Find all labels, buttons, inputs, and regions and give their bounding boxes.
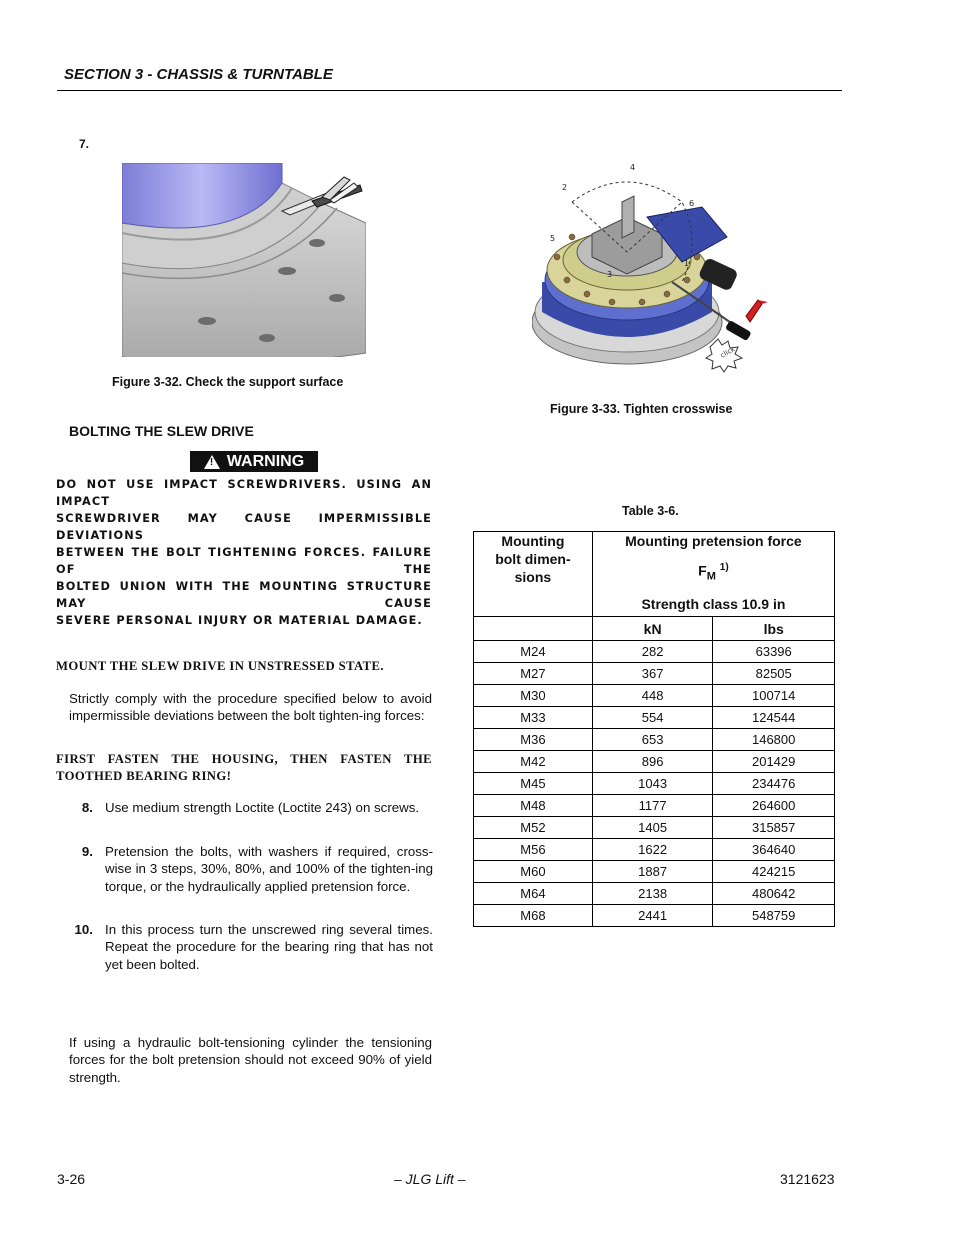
force-kn-cell: 1405 (592, 817, 713, 839)
warning-label: WARNING (226, 452, 305, 470)
force-kn-cell: 448 (592, 685, 713, 707)
force-kn-cell: 896 (592, 751, 713, 773)
table-row (474, 707, 835, 729)
force-kn-cell: 1177 (592, 795, 713, 817)
step-number: 9. (81, 844, 93, 859)
page-number: 3-26 (57, 1171, 86, 1187)
unit-cell-empty (474, 617, 593, 641)
warning-badge (190, 451, 318, 472)
force-kn-cell: 2441 (592, 905, 713, 927)
section-title: SECTION 3 - CHASSIS & TURNTABLE (64, 66, 333, 83)
table-row (474, 729, 835, 751)
force-lbs-cell: 201429 (713, 751, 835, 773)
force-kn-cell: 2138 (592, 883, 713, 905)
table-row (474, 751, 835, 773)
document-number: 3121623 (780, 1171, 835, 1187)
warning-line: BETWEEN THE BOLT TIGHTENING FORCES. FAILURE OF THE (56, 546, 432, 576)
figure-3-33-image (532, 162, 776, 384)
bolt-size-cell: M68 (474, 905, 593, 927)
bolt-size-cell: M36 (474, 729, 593, 751)
table-row (474, 817, 835, 839)
note-fasten-order: FIRST FASTEN THE HOUSING, THEN FASTEN THE TOOTHED BEARING RING! (56, 752, 432, 783)
crosswise-label-4: 4 (630, 163, 636, 172)
warning-triangle-icon: ! (204, 455, 220, 469)
force-lbs-cell: 548759 (713, 905, 835, 927)
force-lbs-cell: 424215 (713, 861, 835, 883)
col-header-line1: Mounting pretension force (625, 533, 802, 549)
list-item (57, 843, 433, 895)
force-kn-cell: 367 (592, 663, 713, 685)
force-lbs-cell: 480642 (713, 883, 835, 905)
force-lbs-cell: 315857 (713, 817, 835, 839)
table-row (474, 905, 835, 927)
hydraulic-tensioning-note: If using a hydraulic bolt-tensioning cylinder the tensioning forces for the bolt pretension should not exceed 90% of yield strength. (69, 1035, 432, 1085)
force-kn-cell: 554 (592, 707, 713, 729)
table-row (474, 883, 835, 905)
col-header-strength-class: Strength class 10.9 in (641, 596, 786, 613)
list-item (57, 921, 433, 973)
col-header-pretension-force (592, 532, 834, 617)
crosswise-label-5: 5 (550, 234, 556, 243)
force-kn-cell: 1887 (592, 861, 713, 883)
force-lbs-cell: 82505 (713, 663, 835, 685)
force-lbs-cell: 364640 (713, 839, 835, 861)
col-header-fm: $F_M$ $^{1)}$ (698, 562, 729, 583)
crosswise-label-1: 1 (684, 259, 690, 268)
footer-brand: – JLG Lift – (394, 1171, 466, 1187)
force-lbs-cell: 234476 (713, 773, 835, 795)
table-row (474, 839, 835, 861)
table-title: Table 3-6. (622, 504, 679, 518)
warning-line: SEVERE PERSONAL INJURY OR MATERIAL DAMAGE. (56, 614, 423, 627)
figure-3-32-caption: Figure 3-32. Check the support surface (112, 375, 344, 389)
bolt-size-cell: M56 (474, 839, 593, 861)
warning-line: SCREWDRIVER MAY CAUSE IMPERMISSIBLE DEVIATIONS (56, 512, 432, 542)
bolt-size-cell: M60 (474, 861, 593, 883)
force-lbs-cell: 264600 (713, 795, 835, 817)
click-label: click (719, 344, 737, 360)
crosswise-label-2: 2 (562, 183, 568, 192)
table-row (474, 641, 835, 663)
force-lbs-cell: 63396 (713, 641, 835, 663)
force-kn-cell: 1043 (592, 773, 713, 795)
warning-text (56, 476, 432, 629)
force-lbs-cell: 124544 (713, 707, 835, 729)
unit-cell-kn: kN (592, 617, 713, 641)
step-text: Use medium strength Loctite (Loctite 243) on screws. (105, 800, 420, 815)
table-row (474, 861, 835, 883)
step-text: Pretension the bolts, with washers if required, cross-wise in 3 steps, 30%, 80%, and 100% of the tighten-ing torque, or the hydraulically applied pretension force. (105, 844, 433, 894)
warning-line: BOLTED UNION WITH THE MOUNTING STRUCTURE MAY CAUSE (56, 580, 432, 610)
table-row (474, 795, 835, 817)
bolt-size-cell: M27 (474, 663, 593, 685)
bolt-size-cell: M42 (474, 751, 593, 773)
figure-3-33-caption: Figure 3-33. Tighten crosswise (550, 402, 733, 416)
bolt-size-cell: M64 (474, 883, 593, 905)
bolt-size-cell: M30 (474, 685, 593, 707)
support-surface-illustration (122, 163, 366, 357)
table-row (474, 773, 835, 795)
table-row (474, 663, 835, 685)
force-kn-cell: 1622 (592, 839, 713, 861)
figure-3-32-image (122, 163, 366, 357)
bolt-size-cell: M52 (474, 817, 593, 839)
step-number: 10. (74, 922, 93, 937)
note-unstressed-state: MOUNT THE SLEW DRIVE IN UNSTRESSED STATE. (56, 659, 384, 673)
step-7-number: 7. (79, 137, 90, 151)
table-row (474, 685, 835, 707)
crosswise-label-6: 6 (689, 199, 695, 208)
step-text: In this process turn the unscrewed ring several times. Repeat the procedure for the bearing ring that has not yet been bolted. (105, 922, 433, 972)
unit-cell-lbs: lbs (713, 617, 835, 641)
warning-line: DO NOT USE IMPACT SCREWDRIVERS. USING AN IMPACT (56, 478, 432, 508)
bolt-size-cell: M33 (474, 707, 593, 729)
force-lbs-cell: 146800 (713, 729, 835, 751)
bolting-heading: BOLTING THE SLEW DRIVE (69, 423, 254, 439)
tighten-crosswise-illustration (532, 162, 776, 384)
list-item (57, 799, 433, 816)
bolt-size-cell: M24 (474, 641, 593, 663)
force-kn-cell: 282 (592, 641, 713, 663)
force-lbs-cell: 100714 (713, 685, 835, 707)
procedure-intro: Strictly comply with the procedure specified below to avoid impermissible deviations between the bolt tighten-ing forces: (69, 691, 432, 724)
bolt-size-cell: M48 (474, 795, 593, 817)
pretension-force-table (473, 531, 835, 927)
col-header-bolt-dimensions: Mounting bolt dimen-sions (474, 532, 593, 617)
bolt-size-cell: M45 (474, 773, 593, 795)
step-number: 8. (81, 800, 93, 815)
crosswise-label-3: 3 (607, 270, 613, 279)
force-kn-cell: 653 (592, 729, 713, 751)
header-rule (57, 90, 842, 91)
